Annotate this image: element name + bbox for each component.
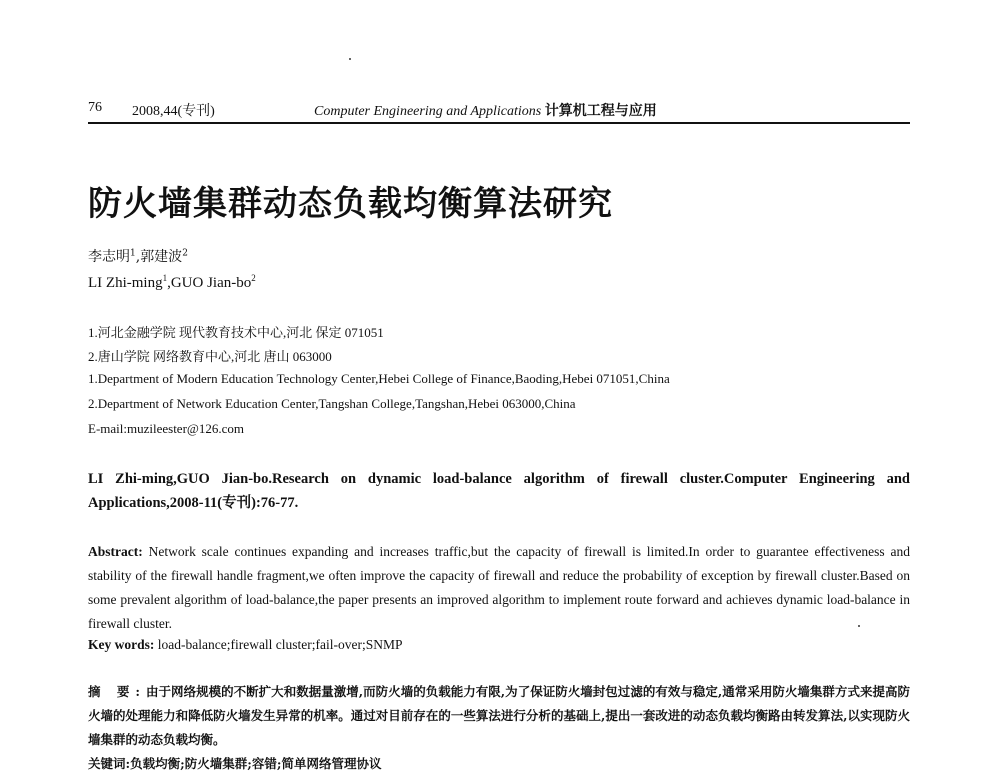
- authors-english: [88, 275, 256, 292]
- author-2-en: GUO Jian-bo: [170, 275, 252, 291]
- keywords-en: [88, 635, 910, 655]
- running-header: [88, 98, 910, 122]
- author-2-cn: 郭建波: [140, 249, 183, 265]
- keywords-label: Key words:: [88, 637, 155, 652]
- abstract-en: [88, 540, 910, 636]
- keywords-cn-text: 负载均衡;防火墙集群;容错;简单网络管理协议: [130, 756, 382, 771]
- issue-info: 2008,44(专刊): [132, 104, 215, 119]
- journal-name: [314, 100, 657, 120]
- citation: LI Zhi-ming,GUO Jian-bo.Research on dynamic load-balance algorithm of firewall cluster.Computer Engineering and Applications,2008-11(专刊):76-77.: [88, 471, 910, 511]
- scan-speck: [858, 625, 860, 627]
- author-2-cn-sup: 2: [182, 248, 188, 259]
- author-en-separator: ,: [167, 275, 171, 291]
- page-number: 76: [88, 100, 102, 115]
- email: E-mail:muzileester@126.com: [88, 421, 245, 436]
- keywords-text: load-balance;firewall cluster;fail-over;SNMP: [157, 637, 403, 652]
- header-rule: [88, 122, 910, 124]
- affiliation-1-cn: 1.河北金融学院 现代教育技术中心,河北 保定 071051: [88, 325, 384, 340]
- scan-speck: [349, 58, 351, 60]
- paper-title: 防火墙集群动态负载均衡算法研究: [88, 184, 613, 224]
- author-1-en: LI Zhi-ming: [88, 275, 163, 291]
- author-1-en-sup: 1: [162, 273, 168, 283]
- authors-chinese: [88, 246, 188, 266]
- journal-name-en: Computer Engineering and Applications: [314, 104, 542, 119]
- affiliation-2-en: 2.Department of Network Education Center,Tangshan College,Tangshan,Hebei 063000,China: [88, 396, 576, 411]
- keywords-cn-label: 关键词:: [88, 756, 131, 771]
- affiliation-2-cn: 2.唐山学院 网络教育中心,河北 唐山 063000: [88, 349, 332, 364]
- abstract-cn-label: 摘 要:: [88, 684, 147, 699]
- abstract-text: Network scale continues expanding and increases traffic,but the capacity of firewall is limited.In order to guarantee effectiveness and stability of the firewall handle fragment,we often improve the capacity of firewall and reduce the probability of exception by firewall cluster.Based on some prevalent algorithm of load-balance,the paper presents an improved algorithm to implement route forward and achieves dynamic load-balance in firewall cluster.: [88, 544, 911, 631]
- author-1-cn: 李志明: [88, 249, 130, 265]
- abstract-label: Abstract:: [88, 544, 143, 559]
- abstract-cn-text: 由于网络规模的不断扩大和数据量激增,而防火墙的负载能力有限,为了保证防火墙封包过滤的有效与稳定,通常采用防火墙集群方式来提高防火墙的处理能力和降低防火墙发生异常的机率。通过对目前存在的一些算法进行分析的基础上,提出一套改进的动态负载均衡路由转发算法,以实现防火墙集群的动态负载均衡。: [88, 684, 910, 747]
- affiliation-1-en: 1.Department of Modern Education Technology Center,Hebei College of Finance,Baoding,Hebei 071051,China: [88, 371, 670, 386]
- abstract-cn: [88, 680, 910, 752]
- keywords-cn: [88, 752, 910, 776]
- author-cn-separator: ,: [135, 249, 141, 265]
- author-1-cn-sup: 1: [130, 248, 136, 259]
- journal-name-cn: 计算机工程与应用: [544, 104, 657, 119]
- author-2-en-sup: 2: [251, 273, 256, 283]
